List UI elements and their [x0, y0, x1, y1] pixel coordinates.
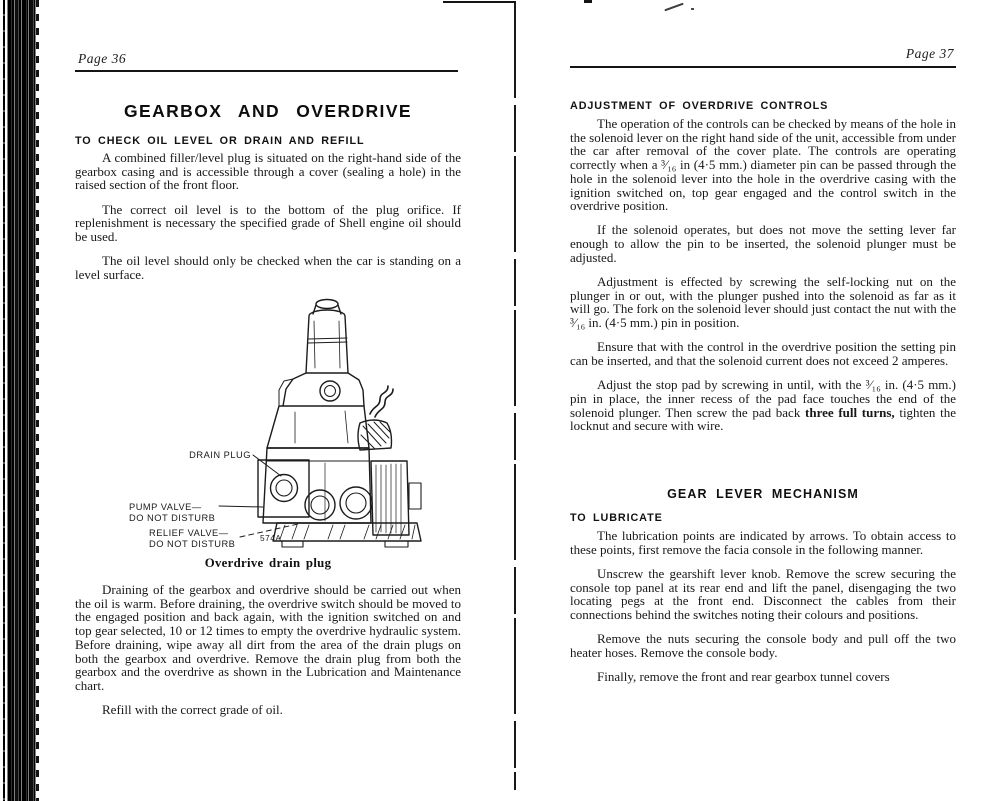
header-rule: [75, 70, 458, 72]
paragraph: [570, 378, 956, 433]
chapter-title: GEARBOX AND OVERDRIVE: [124, 101, 412, 121]
figure-label-relief-valve: RELIEF VALVE—: [149, 528, 229, 538]
body-text-block: [570, 529, 956, 694]
paragraph: Finally, remove the front and rear gearbox tunnel covers: [597, 669, 890, 685]
paragraph: Ensure that with the control in the overdrive position the setting pin can be inserted, and that the solenoid current does not exceed 2 amperes.: [570, 339, 956, 369]
section-heading-check-oil: TO CHECK OIL LEVEL OR DRAIN AND REFILL: [75, 135, 365, 147]
paragraph: Refill with the correct grade of oil.: [102, 702, 283, 718]
paragraph: Adjustment is effected by screwing the self-locking nut on the plunger in or out, with the plunger pushed into the solenoid as far as it will go. The fork on the solenoid lever should just contact the nut with the ³⁄₁₆ in. (4·5 mm.) pin in position.: [570, 274, 956, 331]
paragraph-text: tighten the locknut and secure with wire.: [570, 404, 956, 434]
figure-label-pump-valve-2: DO NOT DISTURB: [129, 513, 216, 523]
overdrive-unit-illustration: [117, 283, 457, 555]
binding-frays: [36, 0, 39, 801]
figure-reference-number: 574A: [260, 533, 282, 543]
page-gutter-line: [514, 2, 516, 790]
paragraph: The correct oil level is to the bottom of the plug orifice. If replenishment is necessary the specified grade of Shell engine oil should be used.: [75, 201, 461, 245]
page-number: Page 37: [905, 46, 954, 61]
book-binding: [7, 0, 36, 801]
paragraph: If the solenoid operates, but does not move the setting lever far enough to allow the pin to be inserted, the solenoid plunger must be adjusted.: [570, 222, 956, 265]
section-heading-adjustment: ADJUSTMENT OF OVERDRIVE CONTROLS: [570, 100, 829, 112]
paragraph: Remove the nuts securing the console body and pull off the two heater hoses. Remove the console body.: [570, 631, 956, 660]
paragraph: The lubrication points are indicated by arrows. To obtain access to these points, first remove the facia console in the following manner.: [570, 528, 956, 557]
paragraph: Draining of the gearbox and overdrive should be carried out when the oil is warm. Before draining, the overdrive switch should be moved to the engaged position and back again, with the ignition switched on and top gear selected, 10 or 12 times to empty the overdrive hydraulic system. Before draining, wipe away all dirt from the area of the drain plugs on both the gearbox and overdrive. Remove the drain plug from both the gearbox and the overdrive as shown in the Lubrication and Maintenance chart.: [75, 582, 461, 693]
section-title-gear-lever: GEAR LEVER MECHANISM: [667, 487, 859, 501]
header-rule: [570, 66, 956, 68]
body-text-block: [570, 117, 956, 444]
figure-label-relief-valve-2: DO NOT DISTURB: [149, 539, 236, 549]
figure-label-drain-plug: DRAIN PLUG: [189, 450, 251, 460]
paragraph: Unscrew the gearshift lever knob. Remove the screw securing the console top panel at its rear end and lift the panel, disengaging the two locating pegs at the front end. Disconnect the cables from their connections behind the switches noting their colours and positions.: [570, 565, 956, 623]
figure-label-pump-valve: PUMP VALVE—: [129, 502, 202, 512]
paragraph-bold-phrase: three full turns,: [805, 404, 895, 420]
leader-pump-valve: [219, 506, 263, 507]
binding-edge-line: [3, 0, 5, 801]
figure-caption: Overdrive drain plug: [204, 556, 332, 570]
paragraph-text: Adjust the stop pad by screwing in until, with the ³⁄₁₆ in. (4·5 mm.) pin in place, the inner recess of the pad face touches the end of the solenoid plunger. Then screw the pad back: [570, 377, 956, 420]
section-heading-lubricate: TO LUBRICATE: [570, 512, 663, 524]
page-number: Page 36: [78, 51, 127, 66]
body-text-block: [75, 151, 461, 292]
paragraph: The operation of the controls can be checked by means of the hole in the solenoid lever on the right hand side of the unit, accessible from under the car after removal of the cover plate. The controls are operating correctly when a ³⁄₁₆ in (4·5 mm.) diameter pin can be passed through the hole in the solenoid lever into the hole in the overdrive casing with the ignition switched on, top gear engaged and the control switch in the overdrive position.: [570, 116, 956, 214]
paragraph: The oil level should only be checked when the car is standing on a level surface.: [75, 253, 461, 282]
paragraph: A combined filler/level plug is situated on the right-hand side of the gearbox casing and is accessible through a cover (sealing a hole) in the raised section of the front floor.: [75, 150, 461, 193]
page-36: [75, 0, 461, 801]
page-37: [570, 0, 956, 801]
body-text-block: [75, 583, 461, 727]
